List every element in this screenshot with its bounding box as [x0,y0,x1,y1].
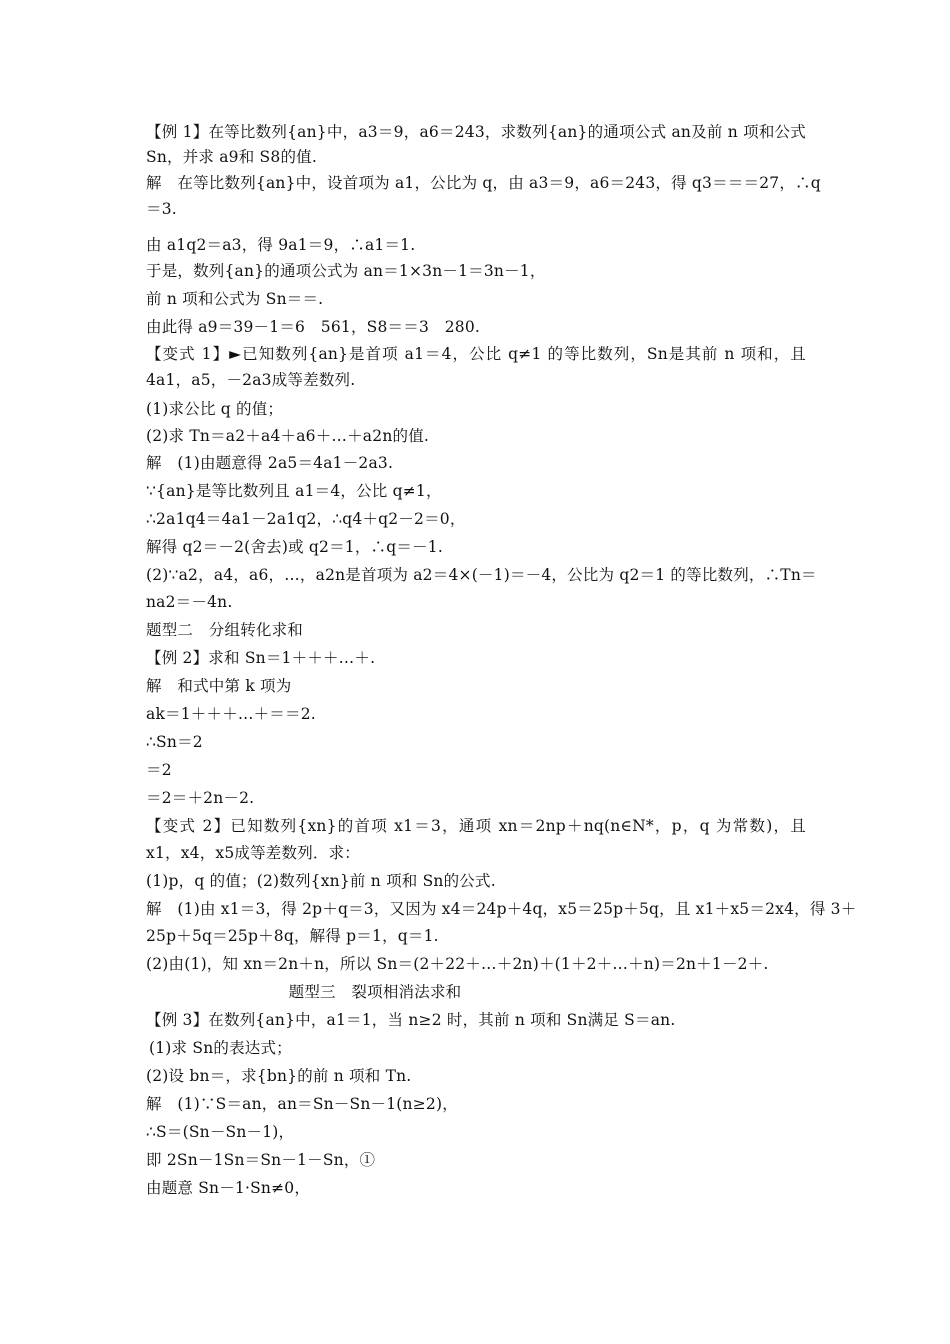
text-line: 【变式 2】已知数列{xn}的首项 x1＝3，通项 xn＝2np＋nq(n∈N*，p，q 为常数)，且 [146,817,806,835]
text-line: (1)求 Sn的表达式； [149,1039,292,1057]
text-line: (2)求 Tn＝a2＋a4＋a6＋…＋a2n的值. [146,427,430,445]
text-line: 即 2Sn－1Sn＝Sn－1－Sn，① [146,1151,376,1169]
section-heading: 题型二 分组转化求和 [146,621,304,639]
text-line: 由题意 Sn－1·Sn≠0， [146,1179,311,1197]
text-line: ∴Sn＝2 [146,733,203,751]
text-line: 解 (1)由 x1＝3，得 2p＋q＝3，又因为 x4＝24p＋4q，x5＝25p＋5q，且 x1＋x5＝2x4，得 3＋ [146,900,857,918]
text-line: 由 a1q2＝a3，得 9a1＝9，∴a1＝1. [146,236,416,254]
text-line: 解 和式中第 k 项为 [146,677,292,695]
text-line: ＝3. [146,200,177,218]
text-line: 4a1，a5，－2a3成等差数列. [146,371,356,389]
text-line: ＝2 [146,761,172,779]
section-heading: 题型三 裂项相消法求和 [288,983,462,1001]
text-line: 【例 3】在数列{an}中，a1＝1，当 n≥2 时，其前 n 项和 Sn满足 S＝an. [146,1011,676,1029]
text-line: 【变式 1】►已知数列{an}是首项 a1＝4，公比 q≠1 的等比数列，Sn是其前 n 项和，且 [146,345,806,363]
text-line: ak＝1＋＋＋…＋＝＝2. [146,705,316,723]
text-line: 解得 q2＝－2(舍去)或 q2＝1，∴q＝－1. [146,538,443,556]
text-line: ∴2a1q4＝4a1－2a1q2，∴q4＋q2－2＝0， [146,510,466,528]
text-line: 【例 1】在等比数列{an}中，a3＝9，a6＝243，求数列{an}的通项公式 an及前 n 项和公式 [146,123,806,141]
text-line: ＝2＝＋2n－2. [146,789,255,807]
text-line: ∴S＝(Sn－Sn－1)， [146,1123,295,1141]
text-line: (2)∵a2，a4，a6，…，a2n是首项为 a2＝4×(－1)＝－4，公比为 q2＝1 的等比数列，∴Tn＝ [146,566,817,584]
text-line: ∵{an}是等比数列且 a1＝4，公比 q≠1， [146,482,442,500]
text-line: 前 n 项和公式为 Sn＝＝. [146,290,324,308]
text-line: x1，x4，x5成等差数列．求： [146,844,361,862]
text-line: (2)设 bn＝，求{bn}的前 n 项和 Tn. [146,1067,412,1085]
text-line: na2＝－4n. [146,593,233,611]
text-line: (1)求公比 q 的值； [146,400,284,418]
text-line: 解 (1)由题意得 2a5＝4a1－2a3. [146,454,394,472]
text-line: (2)由(1)，知 xn＝2n＋n，所以 Sn＝(2＋22＋…＋2n)＋(1＋2＋…＋n)＝2n＋1－2＋. [146,955,769,973]
text-line: Sn，并求 a9和 S8的值. [146,148,317,166]
text-line: 25p＋5q＝25p＋8q，解得 p＝1，q＝1. [146,927,439,945]
text-line: (1)p，q 的值；(2)数列{xn}前 n 项和 Sn的公式. [146,872,496,890]
text-line: 解 在等比数列{an}中，设首项为 a1，公比为 q，由 a3＝9，a6＝243，得 q3＝＝＝27，∴q [146,174,821,192]
text-line: 解 (1)∵S＝an，an＝Sn－Sn－1(n≥2)， [146,1095,458,1113]
text-line: 由此得 a9＝39－1＝6 561，S8＝＝3 280. [146,318,481,336]
text-line: 于是，数列{an}的通项公式为 an＝1×3n－1＝3n－1， [146,262,546,280]
text-line: 【例 2】求和 Sn＝1＋＋＋…＋. [146,649,376,667]
